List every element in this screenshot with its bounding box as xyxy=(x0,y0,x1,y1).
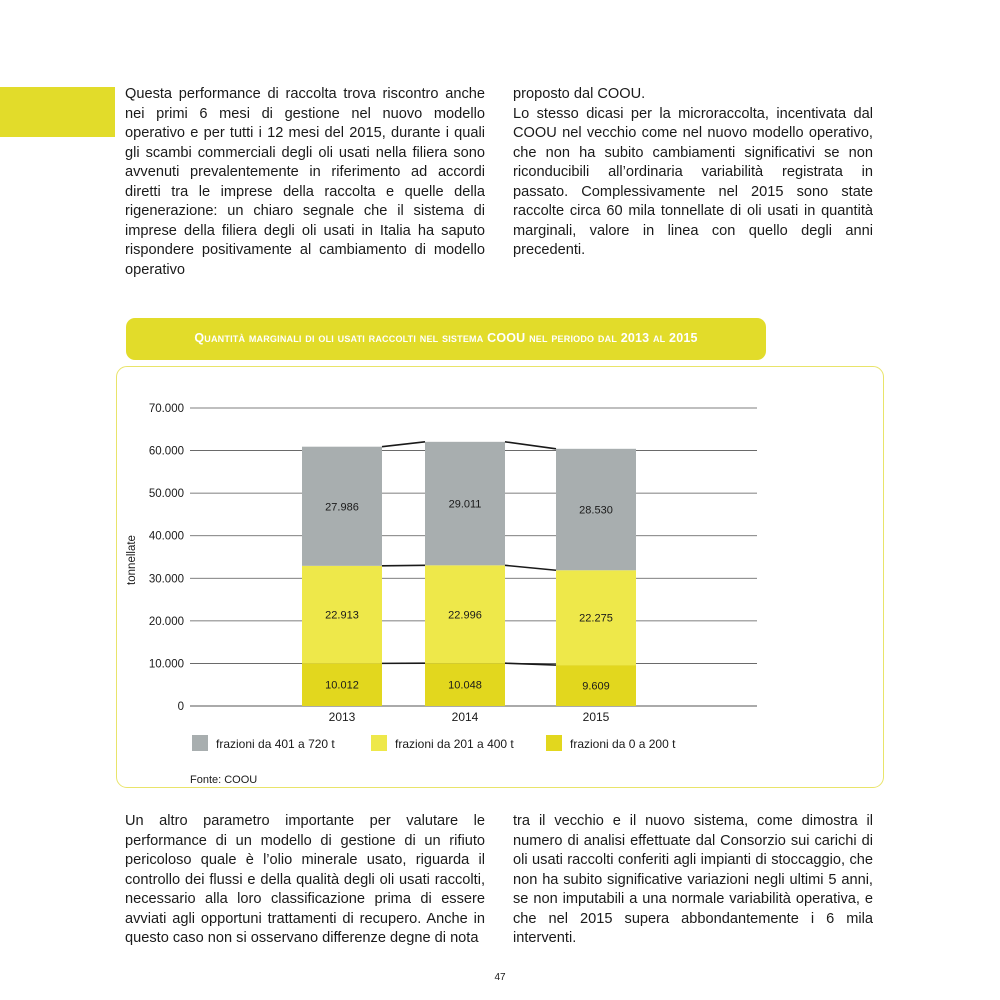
y-tick-label: 10.000 xyxy=(148,658,184,671)
legend-label: frazioni da 401 a 720 t xyxy=(216,737,335,751)
x-tick-label: 2013 xyxy=(328,710,356,724)
paragraph: Questa performance di raccolta trova riscontro anche nei primi 6 mesi di gestione nel nuovo modello operativo e per tutti i 12 mesi del 2015, durante i quali gli scambi commerciali degli oli usati nella filiera sono avvenuti prevalentemente in riferimento ad accordi diretti tra le imprese della raccolta e quelle della rigenerazione: un chiaro segnale che il sistema di imprese della filiera degli oli usati in Italia ha saputo rispondere positivamente al cambiamento di modello operativo xyxy=(125,86,485,278)
data-label: 29.011 xyxy=(448,498,482,511)
paragraph: Lo stesso dicasi per la microraccolta, incentivata dal COOU nel vecchio come nel nuovo modello operativo, che non ha subito cambiamenti significativi se non riconducibili all’ordinaria variabilità registrata in passato. Complessivamente nel 2015 sono state raccolte circa 60 mila tonnellate di oli usati in quantità marginali, valore in linea con quello degli anni precedenti. xyxy=(513,105,873,258)
page-number: 47 xyxy=(494,972,506,983)
x-tick-label: 2014 xyxy=(451,710,479,724)
data-label: 10.048 xyxy=(448,679,482,692)
y-tick-label: 50.000 xyxy=(148,488,184,501)
legend-swatch xyxy=(192,735,208,751)
data-label: 27.986 xyxy=(325,501,359,514)
legend-swatch xyxy=(546,735,562,751)
connector-line xyxy=(382,565,425,566)
paragraph: proposto dal COOU. xyxy=(513,86,646,102)
y-tick-label: 60.000 xyxy=(148,445,184,458)
data-label: 22.275 xyxy=(579,612,613,625)
legend-swatch xyxy=(371,735,387,751)
text-column-bottom-left xyxy=(125,812,485,949)
data-label: 9.609 xyxy=(582,680,610,693)
y-axis-label: tonnellate xyxy=(126,535,138,585)
chart-source: Fonte: COOU xyxy=(190,774,258,786)
y-tick-label: 20.000 xyxy=(148,615,184,628)
data-label: 28.530 xyxy=(579,504,613,517)
legend-label: frazioni da 201 a 400 t xyxy=(395,737,514,751)
paragraph: tra il vecchio e il nuovo sistema, come dimostra il numero di analisi effettuate dal Consorzio sui carichi di oli usati raccolti conferiti agli impianti di stoccaggio, che non ha subito significative variazioni negli ultimi 5 anni, se non imputabili a una normale variabilità operativa, e che nel 2015 supera abbondantemente i 6 mila interventi. xyxy=(513,813,873,946)
text-column-bottom-right xyxy=(513,812,873,949)
data-label: 22.913 xyxy=(325,609,359,622)
y-tick-label: 0 xyxy=(177,701,184,713)
data-label: 10.012 xyxy=(325,679,359,692)
x-tick-label: 2015 xyxy=(582,710,610,724)
chart-title: Quantità marginali di oli usati raccolti nel sistema COOU nel periodo dal 2013 al 2015 xyxy=(194,331,698,345)
y-tick-label: 40.000 xyxy=(148,530,184,543)
legend-label: frazioni da 0 a 200 t xyxy=(570,737,676,751)
paragraph: Un altro parametro importante per valutare le performance di un modello di gestione di un rifiuto pericoloso quale è l’olio minerale usato, riguarda il controllo dei flussi e della qualità degli oli usati raccolti, necessario alla loro classificazione prima di essere avviati agli opportuni trattamenti di recupero. Anche in questo caso non si osservano differenze degne di nota xyxy=(125,813,485,946)
connector-line xyxy=(382,442,425,447)
y-tick-label: 30.000 xyxy=(148,573,184,586)
data-label: 22.996 xyxy=(448,609,482,622)
y-tick-label: 70.000 xyxy=(148,403,184,415)
connector-line xyxy=(505,442,556,449)
connector-line xyxy=(505,565,556,570)
